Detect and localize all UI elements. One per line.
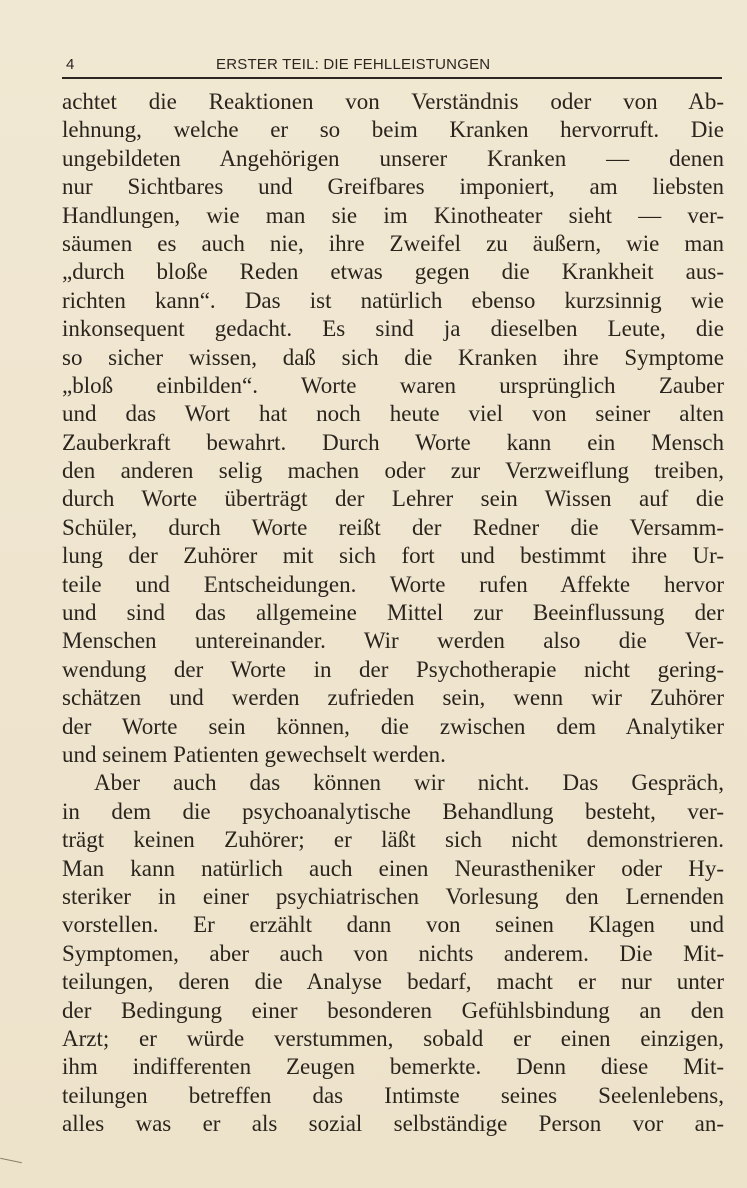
text-line: so sicher wissen, daß sich die Kranken ihre Symptome: [62, 344, 724, 370]
text-line: teilungen betreffen das Intimste seines Seelenlebens,: [62, 1082, 724, 1108]
text-line: nur Sichtbares und Greifbares imponiert, am liebsten: [62, 174, 724, 200]
text-line: wendung der Worte in der Psychotherapie nicht gering-: [62, 656, 724, 682]
text-line: „durch bloße Reden etwas gegen die Krankheit aus-: [62, 259, 724, 285]
text-line: Symptomen, aber auch von nichts anderem. Die Mit-: [62, 940, 724, 966]
body-text: [62, 88, 724, 1138]
header-rule: [62, 77, 722, 79]
text-line: Schüler, durch Worte reißt der Redner die Versamm-: [62, 514, 724, 540]
text-line: alles was er als sozial selbständige Person vor an-: [62, 1111, 724, 1137]
text-line: inkonsequent gedacht. Es sind ja dieselben Leute, die: [62, 316, 724, 342]
text-line: ungebildeten Angehörigen unserer Kranken — denen: [62, 145, 724, 171]
text-line: steriker in einer psychiatrischen Vorlesung den Lernenden: [62, 883, 724, 909]
text-line: und das Wort hat noch heute viel von seiner alten: [62, 401, 724, 427]
text-line: der Bedingung einer besonderen Gefühlsbindung an den: [62, 997, 724, 1023]
text-line: Man kann natürlich auch einen Neurastheniker oder Hy-: [62, 855, 724, 881]
page-number: 4: [66, 56, 75, 73]
text-line: „bloß einbilden“. Worte waren ursprünglich Zauber: [62, 372, 724, 398]
text-line: säumen es auch nie, ihre Zweifel zu äußern, wie man: [62, 230, 724, 256]
text-line: und seinem Patienten gewechselt werden.: [62, 741, 446, 767]
text-line: lung der Zuhörer mit sich fort und bestimmt ihre Ur-: [62, 543, 724, 569]
running-header: [62, 52, 722, 78]
text-line: den anderen selig machen oder zur Verzweiflung treiben,: [62, 458, 724, 484]
text-line: schätzen und werden zufrieden sein, wenn wir Zuhörer: [62, 685, 724, 711]
text-line: teile und Entscheidungen. Worte rufen Affekte hervor: [62, 571, 724, 597]
text-line: richten kann“. Das ist natürlich ebenso kurzsinnig wie: [62, 287, 724, 313]
text-line: Menschen untereinander. Wir werden also die Ver-: [62, 628, 724, 654]
running-title: ERSTER TEIL: DIE FEHLLEISTUNGEN: [216, 56, 491, 73]
text-line: der Worte sein können, die zwischen dem Analytiker: [62, 713, 724, 739]
text-line: durch Worte überträgt der Lehrer sein Wissen auf die: [62, 486, 724, 512]
text-line: teilungen, deren die Analyse bedarf, macht er nur unter: [62, 969, 724, 995]
text-line: Aber auch das können wir nicht. Das Gespräch,: [94, 770, 724, 796]
text-line: ihm indifferenten Zeugen bemerkte. Denn diese Mit-: [62, 1054, 724, 1080]
text-line: Arzt; er würde verstummen, sobald er einen einzigen,: [62, 1025, 724, 1051]
page-edge-mark: [0, 1158, 22, 1164]
text-line: in dem die psychoanalytische Behandlung besteht, ver-: [62, 798, 724, 824]
text-line: lehnung, welche er so beim Kranken hervorruft. Die: [62, 117, 724, 143]
text-line: achtet die Reaktionen von Verständnis oder von Ab-: [62, 89, 724, 114]
text-line: Zauberkraft bewahrt. Durch Worte kann ein Mensch: [62, 429, 724, 455]
text-line: vorstellen. Er erzählt dann von seinen Klagen und: [62, 912, 724, 938]
text-line: trägt keinen Zuhörer; er läßt sich nicht demonstrieren.: [62, 827, 724, 853]
text-line: Handlungen, wie man sie im Kinotheater sieht — ver-: [62, 202, 724, 228]
text-line: und sind das allgemeine Mittel zur Beeinflussung der: [62, 600, 724, 626]
